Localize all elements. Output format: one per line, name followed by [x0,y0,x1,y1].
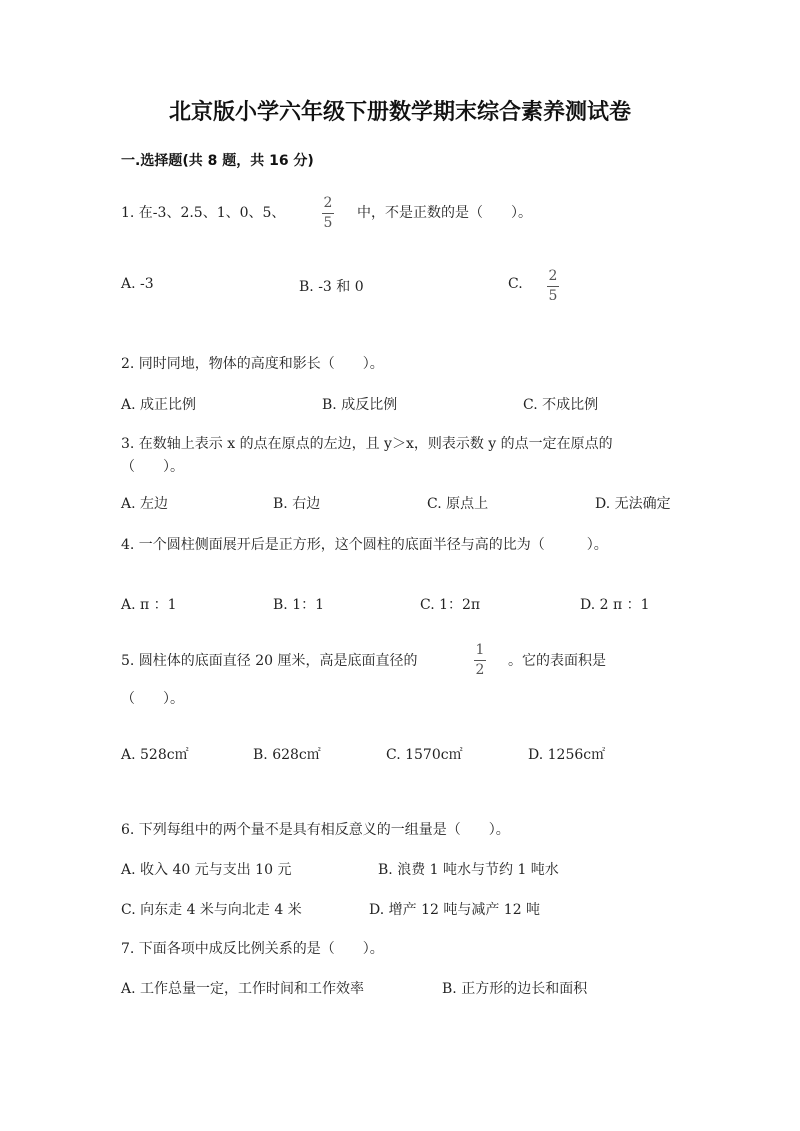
question-1-option-b[interactable]: B. -3 和 0 [299,279,364,295]
question-1-option-a[interactable]: A. -3 [121,276,154,292]
section-heading: 一.选择题(共 8 题，共 16 分) [121,153,314,169]
question-6-option-d[interactable]: D. 增产 12 吨与减产 12 吨 [369,902,541,918]
fraction-numerator: 1 [475,642,485,658]
fraction-bar [474,660,486,661]
question-3-option-c[interactable]: C. 原点上 [427,496,489,512]
question-6-stem: 6. 下列每组中的两个量不是具有相反意义的一组量是（ ）。 [121,822,510,838]
question-4-option-c[interactable]: C. 1：2π [420,597,481,613]
question-4-option-b[interactable]: B. 1：1 [273,597,325,613]
question-5-option-b[interactable]: B. 628c㎡ [253,747,321,763]
question-2-option-c[interactable]: C. 不成比例 [523,397,599,413]
question-1-fraction [322,195,334,232]
question-5-option-d[interactable]: D. 1256c㎡ [528,747,606,763]
fraction-numerator: 2 [548,268,558,284]
question-1-option-c-fraction [547,268,559,305]
question-6-option-c[interactable]: C. 向东走 4 米与向北走 4 米 [121,902,302,918]
fraction-bar [547,286,559,287]
question-6-option-a[interactable]: A. 收入 40 元与支出 10 元 [121,862,292,878]
question-2-option-a[interactable]: A. 成正比例 [121,397,197,413]
question-5-option-c[interactable]: C. 1570c㎡ [386,747,463,763]
fraction-bar [322,213,334,214]
question-4-option-d[interactable]: D. 2 π ：1 [580,597,650,613]
question-2-stem: 2. 同时同地，物体的高度和影长（ ）。 [121,356,384,372]
question-5-fraction [474,642,486,679]
fraction-denominator: 5 [548,288,558,304]
question-3-option-d[interactable]: D. 无法确定 [595,496,671,512]
question-6-option-b[interactable]: B. 浪费 1 吨水与节约 1 吨水 [378,862,559,878]
question-5-option-a[interactable]: A. 528c㎡ [121,747,189,763]
question-3-stem-line1: 3. 在数轴上表示 x 的点在原点的左边，且 y＞x，则表示数 y 的点一定在原点的 [121,436,613,452]
question-3-stem-line2: （ ）。 [121,459,184,475]
question-1-stem-part2: 中，不是正数的是（ ）。 [357,205,532,221]
question-4-stem: 4. 一个圆柱侧面展开后是正方形，这个圆柱的底面半径与高的比为（ ）。 [121,537,608,553]
question-5-stem-part1: 5. 圆柱体的底面直径 20 厘米，高是底面直径的 [121,653,418,669]
question-2-option-b[interactable]: B. 成反比例 [322,397,398,413]
fraction-denominator: 2 [475,662,485,678]
question-3-option-a[interactable]: A. 左边 [121,496,169,512]
fraction-denominator: 5 [323,215,333,231]
question-5-stem-line2: （ ）。 [121,691,184,707]
question-1-stem-part1: 1. 在-3、2.5、1、0、5、 [121,205,286,221]
question-7-option-a[interactable]: A. 工作总量一定，工作时间和工作效率 [121,981,365,997]
question-7-option-b[interactable]: B. 正方形的边长和面积 [442,981,588,997]
question-1-option-c[interactable]: C. [508,276,523,292]
fraction-numerator: 2 [323,195,333,211]
question-5-stem-part2: 。它的表面积是 [508,653,606,669]
question-4-option-a[interactable]: A. π ：1 [121,597,177,613]
question-7-stem: 7. 下面各项中成反比例关系的是（ ）。 [121,941,384,957]
question-3-option-b[interactable]: B. 右边 [273,496,321,512]
page-title: 北京版小学六年级下册数学期末综合素养测试卷 [168,100,631,125]
